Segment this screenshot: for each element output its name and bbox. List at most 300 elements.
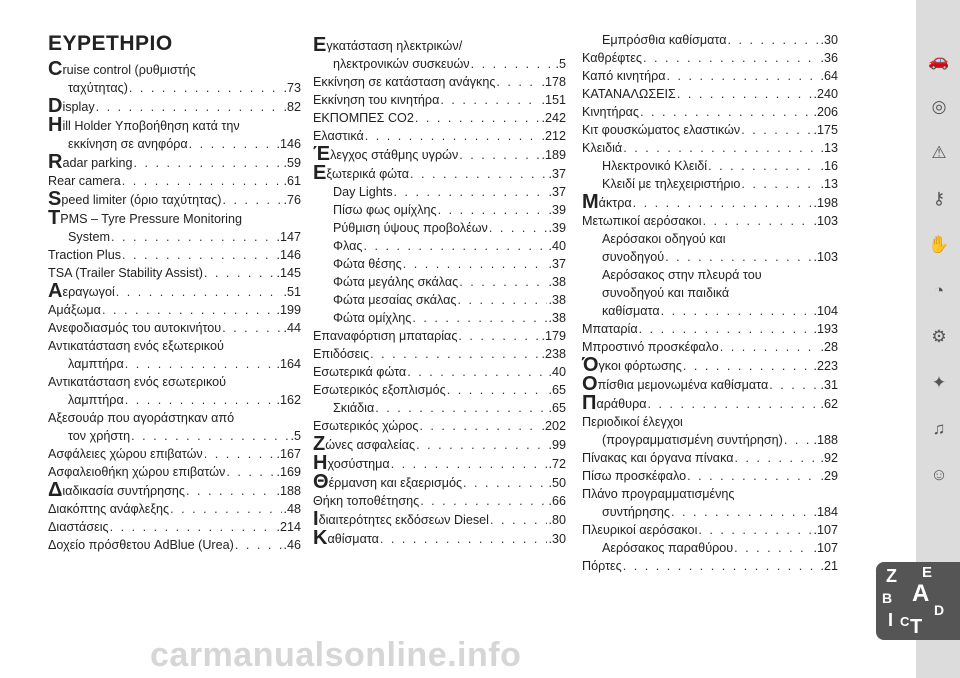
index-entry[interactable] (582, 394, 838, 413)
dot-leader (735, 449, 820, 467)
page-number: .73 (283, 81, 301, 95)
index-entry[interactable] (582, 175, 838, 193)
dot-leader (734, 539, 812, 557)
page-number: .202 (541, 419, 566, 433)
page-number: .145 (276, 266, 301, 280)
index-entry-label: Κιτ φουσκώματος ελαστικών (582, 123, 741, 137)
index-entry[interactable] (48, 97, 301, 116)
page-number: .64 (820, 69, 838, 83)
page-number: .178 (541, 75, 566, 89)
key-icon[interactable]: ⚷ (932, 189, 946, 208)
index-entry-label: Πίσω φως ομίχλης (333, 203, 437, 217)
page-number: .175 (813, 123, 838, 137)
dot-leader (131, 427, 289, 445)
page-number: .184 (813, 505, 838, 519)
index-entry-label: Εκκίνηση σε κατάσταση ανάγκης (313, 75, 496, 89)
dot-leader (458, 327, 540, 345)
dot-leader (687, 467, 819, 485)
index-entry-label: peed limiter (όριο ταχύτητας) (61, 193, 222, 207)
steering-icon[interactable]: ◎ (931, 97, 947, 116)
index-letter: Μ (582, 191, 599, 213)
index-entry[interactable] (48, 190, 301, 209)
index-entry[interactable] (48, 337, 301, 355)
page-number: .65 (548, 401, 566, 415)
index-entry[interactable] (582, 375, 838, 394)
index-entry[interactable] (48, 60, 301, 79)
dot-leader (125, 355, 276, 373)
page-number: .240 (813, 87, 838, 101)
index-entry-label: άκτρα (598, 196, 632, 210)
index-entry[interactable] (313, 345, 566, 363)
index-entry[interactable] (582, 230, 838, 248)
index-entry[interactable] (582, 557, 838, 575)
dot-leader (412, 309, 547, 327)
page-number: .146 (276, 137, 301, 151)
index-letter: T (48, 207, 61, 229)
page-number: .13 (820, 177, 838, 191)
index-entry-label: Πλάνο προγραμματισμένης (582, 487, 735, 501)
index-entry[interactable] (313, 363, 566, 381)
index-entry-label: Πίνακας και όργανα πίνακα (582, 451, 734, 465)
page-number: .189 (541, 148, 566, 162)
page-number: .76 (283, 193, 301, 207)
index-letter: R (48, 151, 63, 173)
page-number: .167 (276, 447, 301, 461)
dot-leader (375, 399, 547, 417)
index-column-2 (313, 0, 566, 548)
index-entry[interactable] (48, 391, 301, 409)
index-entry-label: Ασφαλειοθήκη χώρου επιβατών (48, 465, 226, 479)
index-entry-label: Εκκίνηση του κινητήρα (313, 93, 440, 107)
index-entry-label: Σκιάδια (333, 401, 375, 415)
index-entry[interactable] (313, 255, 566, 273)
az-letter: Z (886, 566, 897, 586)
dot-leader (661, 302, 813, 320)
page-number: .162 (276, 393, 301, 407)
page-number: .39 (548, 221, 566, 235)
dot-leader (365, 127, 541, 145)
index-entry[interactable] (313, 273, 566, 291)
page-number: .72 (548, 457, 566, 471)
dot-leader (125, 391, 276, 409)
index-entry[interactable] (582, 49, 838, 67)
page-number: .59 (283, 156, 301, 170)
page-number: .214 (276, 520, 301, 534)
index-entry[interactable] (48, 116, 301, 135)
index-entry[interactable] (48, 463, 301, 481)
page-number: .40 (548, 365, 566, 379)
index-entry[interactable] (582, 467, 838, 485)
az-letter: T (910, 616, 923, 638)
dot-leader (204, 264, 276, 282)
page-number: .65 (548, 383, 566, 397)
index-entry[interactable] (582, 284, 838, 302)
index-entry[interactable] (582, 85, 838, 103)
index-entry-label: Αερόσακος παραθύρου (602, 541, 734, 555)
index-entry[interactable] (48, 79, 301, 97)
index-entry-label: Επιδόσεις (313, 347, 370, 361)
dot-leader (640, 103, 812, 121)
page-number: .198 (813, 196, 838, 210)
index-entry[interactable] (313, 73, 566, 91)
index-entry[interactable] (48, 445, 301, 463)
index-entry[interactable] (48, 409, 301, 427)
page-number: .179 (541, 329, 566, 343)
page-number: .5 (290, 429, 301, 443)
index-entry[interactable] (582, 521, 838, 539)
index-entry[interactable] (313, 183, 566, 201)
az-letter: B (882, 590, 893, 606)
index-entry-label: Καθρέφτες (582, 51, 642, 65)
dot-leader (403, 255, 548, 273)
index-entry-label: ξωτερικά φώτα (326, 167, 410, 181)
index-entry[interactable] (48, 518, 301, 536)
index-entry-label: System (68, 230, 110, 244)
az-letter: A (912, 580, 930, 607)
dot-leader (741, 121, 812, 139)
page-number: .21 (820, 559, 838, 573)
hand-icon[interactable]: ✋ (928, 235, 950, 254)
index-entry-label: ιαδικασία συντήρησης (62, 484, 185, 498)
dot-leader (648, 395, 820, 413)
page-number: .151 (541, 93, 566, 107)
index-entry-label: Φλας (333, 239, 363, 253)
page-number: .44 (283, 321, 301, 335)
index-entry[interactable] (582, 413, 838, 431)
index-entry[interactable] (48, 246, 301, 264)
index-entry-label: Rear camera (48, 174, 121, 188)
dot-leader (186, 482, 275, 500)
page-number: .39 (548, 203, 566, 217)
dot-leader (708, 157, 819, 175)
index-entry[interactable] (48, 209, 301, 228)
index-entry-label: λεγχος στάθμης υγρών (330, 148, 459, 162)
index-entry[interactable] (582, 212, 838, 230)
page-number: .188 (276, 484, 301, 498)
index-entry-label: Ασφάλειες χώρου επιβατών (48, 447, 203, 461)
index-entry[interactable] (48, 301, 301, 319)
dot-leader (116, 283, 283, 301)
dot-leader (463, 474, 547, 492)
index-entry[interactable] (313, 492, 566, 510)
page-number: .164 (276, 357, 301, 371)
index-entry[interactable] (582, 103, 838, 121)
index-entry[interactable] (313, 510, 566, 529)
index-entry-label: Φώτα μεγάλης σκάλας (333, 275, 459, 289)
dot-leader (703, 212, 813, 230)
index-entry[interactable] (582, 449, 838, 467)
page-number: .169 (276, 465, 301, 479)
index-letter: S (48, 188, 62, 210)
index-entry-label: TSA (Trailer Stability Assist) (48, 266, 203, 280)
az-letter: E (922, 564, 933, 581)
dot-leader (623, 139, 819, 157)
index-entry[interactable] (582, 431, 838, 449)
index-entry-label: ηλεκτρονικών συσκευών (333, 57, 470, 71)
dot-leader (122, 172, 283, 190)
index-entry-label: συντήρησης (602, 505, 670, 519)
page-number: .38 (548, 311, 566, 325)
index-entry[interactable] (313, 291, 566, 309)
index-entry[interactable] (48, 135, 301, 153)
index-entry-label: Πόρτες (582, 559, 622, 573)
index-entry[interactable] (582, 539, 838, 557)
index-entry-label: Μπροστινό προσκέφαλο (582, 340, 719, 354)
page-number: .193 (813, 322, 838, 336)
dot-leader (683, 357, 813, 375)
music-icon[interactable]: ♫ (932, 419, 946, 438)
index-entry-label: Πλευρικοί αερόσακοι (582, 523, 698, 537)
index-entry-label: PMS – Tyre Pressure Monitoring (60, 212, 242, 226)
index-entry-label: Θήκη τοποθέτησης (313, 494, 420, 508)
page-number: .99 (548, 438, 566, 452)
dot-leader (459, 273, 547, 291)
page-number: .206 (813, 105, 838, 119)
index-letter: Ό (582, 354, 599, 376)
index-entry[interactable] (48, 427, 301, 445)
dot-leader (639, 320, 813, 338)
dot-leader (391, 455, 548, 473)
index-letter: C (48, 58, 63, 80)
dot-leader (489, 219, 548, 237)
index-entry[interactable] (582, 266, 838, 284)
index-letter: Ζ (313, 433, 326, 455)
index-column-3 (582, 0, 838, 575)
dot-leader (633, 194, 813, 212)
index-entry[interactable] (48, 172, 301, 190)
index-entry-label: (προγραμματισμένη συντήρηση) (602, 433, 783, 447)
page-number: .223 (813, 359, 838, 373)
page-number: .61 (283, 174, 301, 188)
index-entry[interactable] (313, 327, 566, 345)
index-entry-label: Ρύθμιση ύψους προβολέων (333, 221, 488, 235)
page-number: .30 (548, 532, 566, 546)
index-entry[interactable] (313, 91, 566, 109)
page-number: .46 (283, 538, 301, 552)
index-entry-label: Ανεφοδιασμός του αυτοκινήτου (48, 321, 222, 335)
index-letter: Ο (582, 373, 598, 395)
gauge-icon[interactable]: ◔ (933, 281, 945, 300)
dot-leader (496, 73, 540, 91)
page-number: .38 (548, 293, 566, 307)
dot-leader (416, 436, 547, 454)
index-entry[interactable] (48, 228, 301, 246)
page-number: .62 (820, 397, 838, 411)
index-entry[interactable] (313, 417, 566, 435)
dot-leader (643, 49, 820, 67)
page-number: .16 (820, 159, 838, 173)
page-number: .188 (813, 433, 838, 447)
index-letter: Ι (313, 508, 319, 530)
dot-leader (440, 91, 540, 109)
index-column-1 (48, 0, 301, 554)
watermark: carmanualsonline.info (150, 636, 522, 674)
index-entry-label: Αντικατάσταση ενός εσωτερικού (48, 375, 226, 389)
index-entry-label: συνοδηγού και παιδικά (602, 286, 730, 300)
page-number: .29 (820, 469, 838, 483)
car-icon[interactable]: 🚗 (928, 51, 950, 70)
az-letter: I (888, 610, 894, 630)
index-entry[interactable] (313, 201, 566, 219)
dot-leader (720, 338, 820, 356)
index-entry-label: αθίσματα (327, 532, 379, 546)
index-entry[interactable] (313, 454, 566, 473)
index-entry[interactable] (313, 219, 566, 237)
page-number: .28 (820, 340, 838, 354)
index-entry-label: λαμπτήρα (68, 357, 124, 371)
index-entry[interactable] (582, 157, 838, 175)
index-entry[interactable] (313, 473, 566, 492)
index-entry[interactable] (582, 338, 838, 356)
page-number: .31 (820, 378, 838, 392)
index-entry-label: Αντικατάσταση ενός εξωτερικού (48, 339, 224, 353)
warning-icon[interactable]: ⚠ (931, 143, 947, 162)
page-number: .36 (820, 51, 838, 65)
index-entry-label: Δοχείο πρόσθετου AdBlue (Urea) (48, 538, 234, 552)
dot-leader (458, 291, 548, 309)
index-entry[interactable] (313, 529, 566, 548)
page-number: .242 (541, 111, 566, 125)
dot-leader (471, 55, 555, 73)
index-entry[interactable] (48, 500, 301, 518)
index-entry[interactable] (48, 355, 301, 373)
index-entry-label: Διακόπτης ανάφλεξης (48, 502, 170, 516)
index-entry-label: Επαναφόρτιση μπαταρίας (313, 329, 458, 343)
page-number: .66 (548, 494, 566, 508)
index-entry[interactable] (582, 139, 838, 157)
dot-leader (133, 154, 282, 172)
dot-leader (370, 345, 540, 363)
index-entry-label: έρμανση και εξαερισμός (328, 476, 463, 490)
index-entry-label: ruise control (ρυθμιστής (62, 63, 196, 77)
index-entry-label: Αερόσακοι οδηγού και (602, 232, 726, 246)
index-letter: Α (48, 280, 63, 302)
index-entry[interactable] (48, 536, 301, 554)
index-entry-label: γκοι φόρτωσης (598, 359, 682, 373)
index-entry-label: Εσωτερικά φώτα (313, 365, 407, 379)
index-entry[interactable] (582, 503, 838, 521)
index-entry[interactable] (582, 302, 838, 320)
index-entry-label: αράθυρα (596, 397, 647, 411)
index-entry[interactable] (48, 264, 301, 282)
index-entry-label: Traction Plus (48, 248, 122, 262)
index-entry[interactable] (582, 67, 838, 85)
dot-leader (223, 191, 283, 209)
page-number: .92 (820, 451, 838, 465)
dot-leader (459, 146, 540, 164)
dot-leader (623, 557, 820, 575)
index-entry-label: Πίσω προσκέφαλο (582, 469, 687, 483)
index-entry-label: isplay (62, 100, 95, 114)
page-number: .107 (813, 523, 838, 537)
az-index-tab[interactable] (876, 562, 960, 640)
index-entry[interactable] (313, 36, 566, 55)
index-entry[interactable] (582, 121, 838, 139)
page-number: .30 (820, 33, 838, 47)
page-number: .37 (548, 257, 566, 271)
wrench-icon[interactable]: ✦ (931, 373, 947, 392)
index-entry[interactable] (313, 381, 566, 399)
index-entry-label: Μετωπικοί αερόσακοι (582, 214, 702, 228)
person-icon[interactable]: ☺ (930, 465, 948, 484)
dot-leader (741, 175, 819, 193)
page-number: .40 (548, 239, 566, 253)
page-number: .37 (548, 167, 566, 181)
index-entry-label: διαιτερότητες εκδόσεων Diesel (318, 513, 489, 527)
dot-leader (727, 31, 819, 49)
page-number: .103 (813, 214, 838, 228)
tools-icon[interactable]: ⚙ (931, 327, 947, 346)
index-entry-label: Φώτα θέσης (333, 257, 402, 271)
dot-leader (110, 518, 276, 536)
index-entry-label: Εσωτερικός εξοπλισμός (313, 383, 446, 397)
index-entry[interactable] (313, 309, 566, 327)
index-entry[interactable] (313, 435, 566, 454)
index-entry-label: ώνες ασφαλείας (325, 438, 416, 452)
index-entry-label: Φώτα μεσαίας σκάλας (333, 293, 457, 307)
index-entry[interactable] (313, 164, 566, 183)
index-letter: Ε (313, 34, 327, 56)
page-number: .104 (813, 304, 838, 318)
index-entry[interactable] (48, 481, 301, 500)
index-entry[interactable] (582, 193, 838, 212)
dot-leader (420, 492, 547, 510)
index-entry-label: λαμπτήρα (68, 393, 124, 407)
dot-leader (490, 511, 548, 529)
index-entry[interactable] (313, 145, 566, 164)
dot-leader (222, 319, 282, 337)
index-entry-label: ill Holder Υποβοήθηση κατά την (62, 119, 240, 133)
dot-leader (226, 463, 275, 481)
page-number: .50 (548, 476, 566, 490)
index-entry[interactable] (313, 237, 566, 255)
index-entry-label: Day Lights (333, 185, 393, 199)
dot-leader (380, 530, 548, 548)
index-entry-label: adar parking (62, 156, 133, 170)
index-entry[interactable] (582, 356, 838, 375)
index-entry[interactable] (313, 109, 566, 127)
page-number: .38 (548, 275, 566, 289)
index-entry[interactable] (582, 485, 838, 503)
index-entry[interactable] (48, 282, 301, 301)
index-entry[interactable] (313, 127, 566, 145)
index-entry-label: γκατάσταση ηλεκτρικών/ (326, 39, 463, 53)
index-letter: Θ (313, 471, 329, 493)
page-number: .80 (548, 513, 566, 527)
index-entry-label: Ελαστικά (313, 129, 364, 143)
page-number: .13 (820, 141, 838, 155)
index-entry-label: Κλειδιά (582, 141, 623, 155)
dot-leader (364, 237, 548, 255)
index-entry[interactable] (48, 153, 301, 172)
index-entry[interactable] (48, 319, 301, 337)
index-entry[interactable] (582, 248, 838, 266)
index-entry-label: συνοδηγού (602, 250, 665, 264)
index-entry-label: εκκίνηση σε ανηφόρα (68, 137, 188, 151)
dot-leader (96, 98, 283, 116)
index-entry-label: Μπαταρία (582, 322, 638, 336)
index-entry[interactable] (48, 373, 301, 391)
index-entry-label: Αξεσουάρ που αγοράστηκαν από (48, 411, 235, 425)
index-entry-label: Φώτα ομίχλης (333, 311, 412, 325)
index-entry[interactable] (582, 320, 838, 338)
index-entry-label: Αερόσακος στην πλευρά του (602, 268, 762, 282)
index-letter: Έ (313, 143, 331, 165)
index-entry[interactable] (582, 31, 838, 49)
index-entry[interactable] (313, 55, 566, 73)
page-number: .212 (541, 129, 566, 143)
index-entry[interactable] (313, 399, 566, 417)
